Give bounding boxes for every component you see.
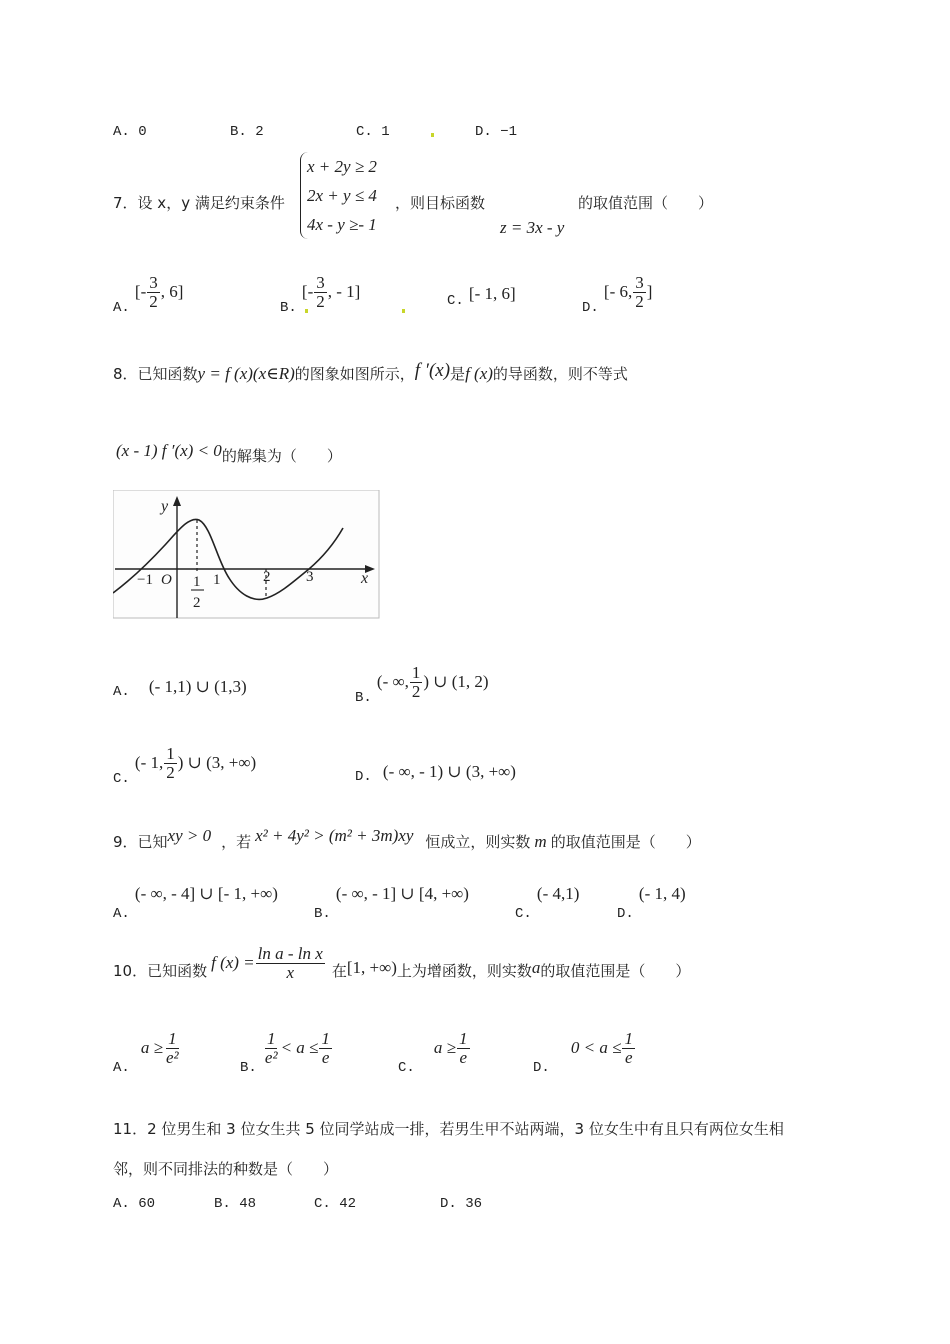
q7-prefix: 7．设 x，y 满足约束条件 [113, 194, 285, 212]
q8-stem: 8．已知函数y = f (x)(x∈R)的图象如图所示，f ′(x)是f (x)的导函数，则不等式 [113, 360, 628, 383]
q10-option-b: B. $\frac{1}{\text{e²}}$ < a ≤ $\frac{1}{e}$ [240, 1029, 330, 1076]
q10-option-d: D. 0 < a ≤ $\frac{1}{e}$ [533, 1029, 633, 1076]
scan-speck [305, 309, 308, 313]
tick-label-one: 1 [213, 572, 221, 588]
q11-option-a: A. 60 [113, 1196, 156, 1212]
q9-option-d: D. (- 1, 4) [617, 884, 686, 922]
scan-speck [402, 309, 405, 313]
x-axis-label: x [361, 570, 369, 587]
q7-option-b: B. [- $\frac{3}{2}$ , - 1] [280, 273, 361, 316]
tick-label-half-num: 1 [193, 574, 201, 590]
q11-option-b: B. 48 [214, 1196, 257, 1212]
tick-label-three: 3 [306, 569, 314, 585]
q7-constraint-3: 4x - y ≥- 1 [307, 215, 377, 234]
q8-option-d: D. (- ∞, - 1) ∪ (3, +∞) [355, 762, 516, 785]
q7-option-a: A. [- $\frac{3}{2}$ , 6] [113, 273, 184, 316]
q10-stem: 10．已知函数 f (x) = $\frac{\text{ln a - ln x}}{x}$ 在[1, +∞)上为增函数，则实数a的取值范围是（ ） [113, 944, 691, 982]
q11-stem-line2: 邻，则不同排法的种数是（ ） [113, 1160, 339, 1178]
q8-option-b: B. (- ∞, $\frac{1}{2}$ ) ∪ (1, 2) [355, 663, 489, 706]
q9-option-a: A. (- ∞, - 4] ∪ [- 1, +∞) [113, 884, 278, 922]
graph-frame [113, 490, 379, 618]
q7-constraint-system [300, 152, 377, 239]
q7-constraint-1: x + 2y ≥ 2 [307, 157, 377, 176]
q9-option-b: B. (- ∞, - 1] ∪ [4, +∞) [314, 884, 469, 922]
q6-option-b: B. 2 [230, 124, 264, 140]
tick-label-half-den: 2 [193, 595, 201, 611]
q7-option-d: D. [- 6, $\frac{3}{2}$ ] [582, 273, 653, 316]
q9-stem: 9．已知xy > 0 ，若 x² + 4y² > (m² + 3m)xy 恒成立，则实数 m 的取值范围是（ ） [113, 826, 701, 851]
q11-stem-line1: 11．2 位男生和 3 位女生共 5 位同学站成一排，若男生甲不站两端，3 位女生中有且只有两位女生相 [113, 1120, 784, 1138]
q6-option-a: A. 0 [113, 124, 147, 140]
tick-label-two: 2 [263, 569, 271, 585]
q9-option-c: C. (- 4,1) [515, 884, 580, 922]
scan-speck [431, 133, 434, 137]
y-axis-label: y [161, 498, 169, 515]
tick-label-minus-one: −1 [137, 572, 153, 588]
origin-label: O [161, 572, 172, 588]
q11-option-c: C. 42 [314, 1196, 357, 1212]
q7-option-c: C. [- 1, 6] [447, 284, 516, 309]
q7-suffix: 的取值范围（ ） [578, 194, 714, 212]
q7-constraint-2: 2x + y ≤ 4 [307, 186, 377, 205]
q8-function-graph [113, 490, 381, 620]
q7-objective: z = 3x - y [500, 218, 565, 237]
q6-option-d: D. −1 [475, 124, 518, 140]
q8-inequality: (x - 1) f ′(x) < 0的解集为（ ） [116, 441, 342, 465]
q8-option-a: A. (- 1,1) ∪ (1,3) [113, 677, 247, 700]
q10-option-c: C. a ≥ $\frac{1}{e}$ [398, 1029, 468, 1076]
q10-option-a: A. a ≥ $\frac{1}{\text{e²}}$ [113, 1029, 179, 1076]
q7-middle: ，则目标函数 [395, 194, 486, 212]
q6-option-c: C. 1 [356, 124, 390, 140]
q11-option-d: D. 36 [440, 1196, 483, 1212]
q8-option-c: C. (- 1, $\frac{1}{2}$ ) ∪ (3, +∞) [113, 744, 257, 787]
